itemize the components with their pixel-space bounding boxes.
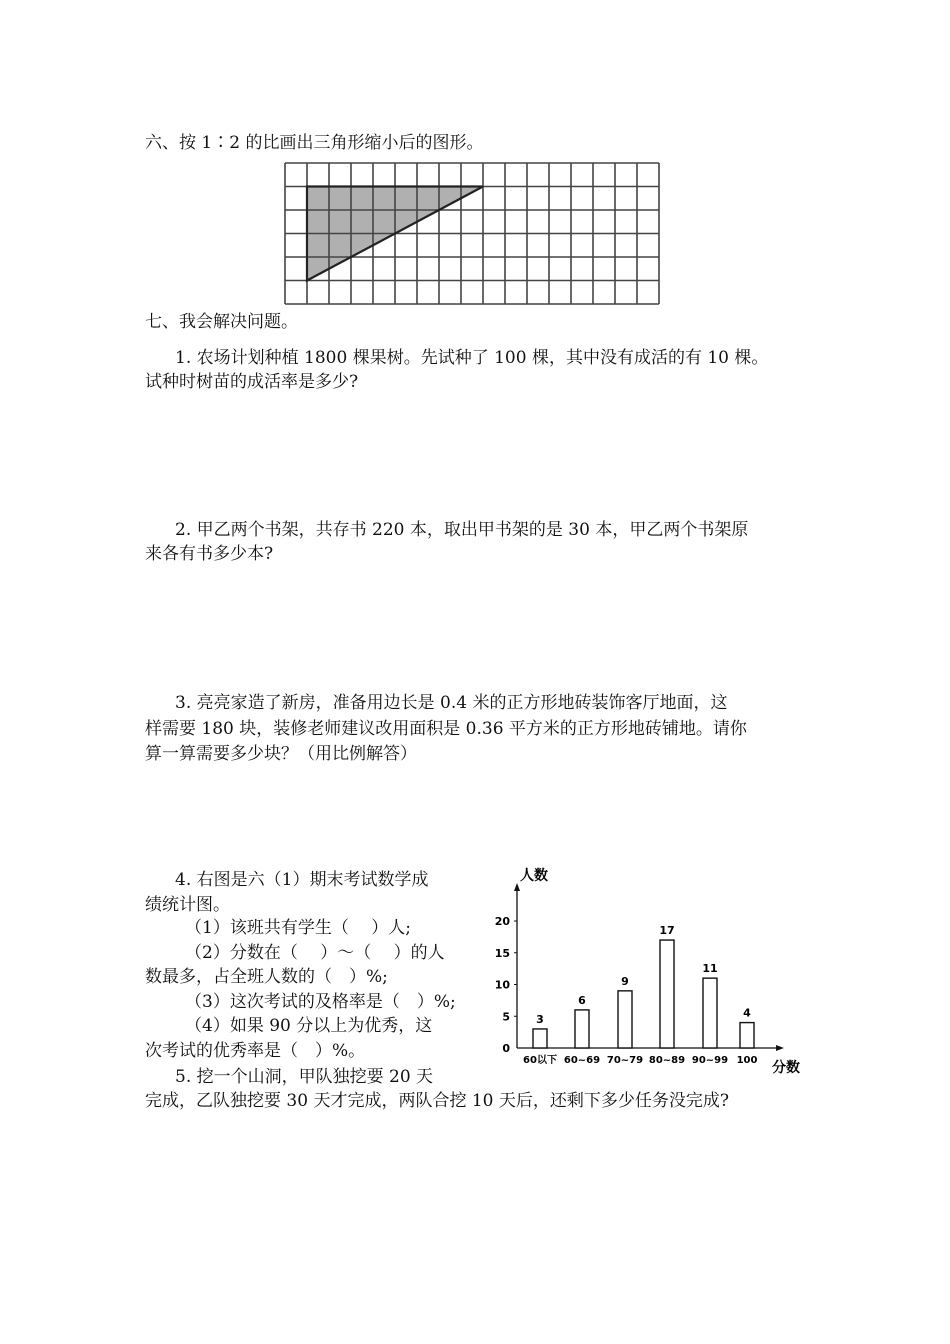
problem1-line2: 试种时树苗的成活率是多少? (145, 372, 359, 392)
y-axis-label: 人数 (520, 868, 548, 884)
bar (740, 1023, 754, 1048)
y-tick-label: 10 (494, 978, 510, 992)
bar-value-label: 4 (743, 1006, 751, 1020)
category-label: 90~99 (691, 1055, 729, 1066)
category-label: 100 (736, 1055, 758, 1066)
bar (533, 1029, 547, 1048)
x-axis-label: 分数 (772, 1060, 800, 1076)
problem3-line2: 样需要 180 块，装修老师建议改用面积是 0.36 平方米的正方形地砖铺地。请你 (145, 719, 747, 739)
category-label: 80~89 (648, 1055, 686, 1066)
problem5-line2: 完成，乙队独挖要 30 天才完成，两队合挖 10 天后，还剩下多少任务没完成? (145, 1091, 729, 1111)
y-tick-label: 20 (494, 915, 510, 928)
bar-value-label: 17 (659, 924, 675, 938)
problem4-line1: 4. 右图是六（1）期末考试数学成 (175, 870, 429, 890)
x-axis-arrow (776, 1045, 784, 1051)
problem4-q1: （1）该班共有学生（ ）人; (185, 918, 411, 938)
problem4-q4b: 次考试的优秀率是（ ）%。 (145, 1041, 366, 1061)
problem4-line2: 绩统计图。 (145, 895, 230, 915)
bar-value-label: 3 (536, 1012, 544, 1026)
y-tick-label: 15 (494, 946, 510, 960)
y-axis-arrow (514, 883, 520, 891)
problem4-q2a: （2）分数在（ ）～（ ）的人 (185, 943, 445, 963)
problem4-q4a: （4）如果 90 分以上为优秀，这 (185, 1016, 433, 1036)
bar-value-label: 11 (702, 962, 718, 976)
problem4-q2b: 数最多，占全班人数的（ ）%; (145, 967, 388, 987)
problem5-line1: 5. 挖一个山洞，甲队独挖要 20 天 (175, 1067, 434, 1087)
section7-heading: 七、我会解决问题。 (145, 312, 298, 332)
problem3-line3: 算一算需要多少块？（用比例解答） (145, 744, 417, 764)
category-label: 60以下 (523, 1055, 557, 1066)
bar (703, 978, 717, 1048)
problem3-line1: 3. 亮亮家造了新房，准备用边长是 0.4 米的正方形地砖装饰客厅地面，这 (175, 693, 728, 713)
category-label: 60~69 (563, 1055, 601, 1066)
bar (660, 940, 674, 1048)
bar (618, 991, 632, 1048)
problem4-q3: （3）这次考试的及格率是（ ）%; (185, 992, 456, 1012)
problem2-line2: 来各有书多少本? (145, 544, 274, 564)
y-tick-label: 0 (502, 1042, 510, 1055)
problem1-line1: 1. 农场计划种植 1800 棵果树。先试种了 100 棵，其中没有成活的有 10 棵。 (175, 348, 769, 368)
bar (575, 1010, 589, 1048)
section6-heading: 六、按 1∶2 的比画出三角形缩小后的图形。 (145, 133, 484, 153)
bar-value-label: 9 (621, 974, 629, 988)
category-label: 70~79 (606, 1055, 644, 1066)
y-tick-label: 5 (502, 1010, 510, 1024)
bar-value-label: 6 (578, 993, 586, 1007)
problem2-line1: 2. 甲乙两个书架，共存书 220 本，取出甲书架的是 30 本，甲乙两个书架原 (175, 520, 749, 540)
